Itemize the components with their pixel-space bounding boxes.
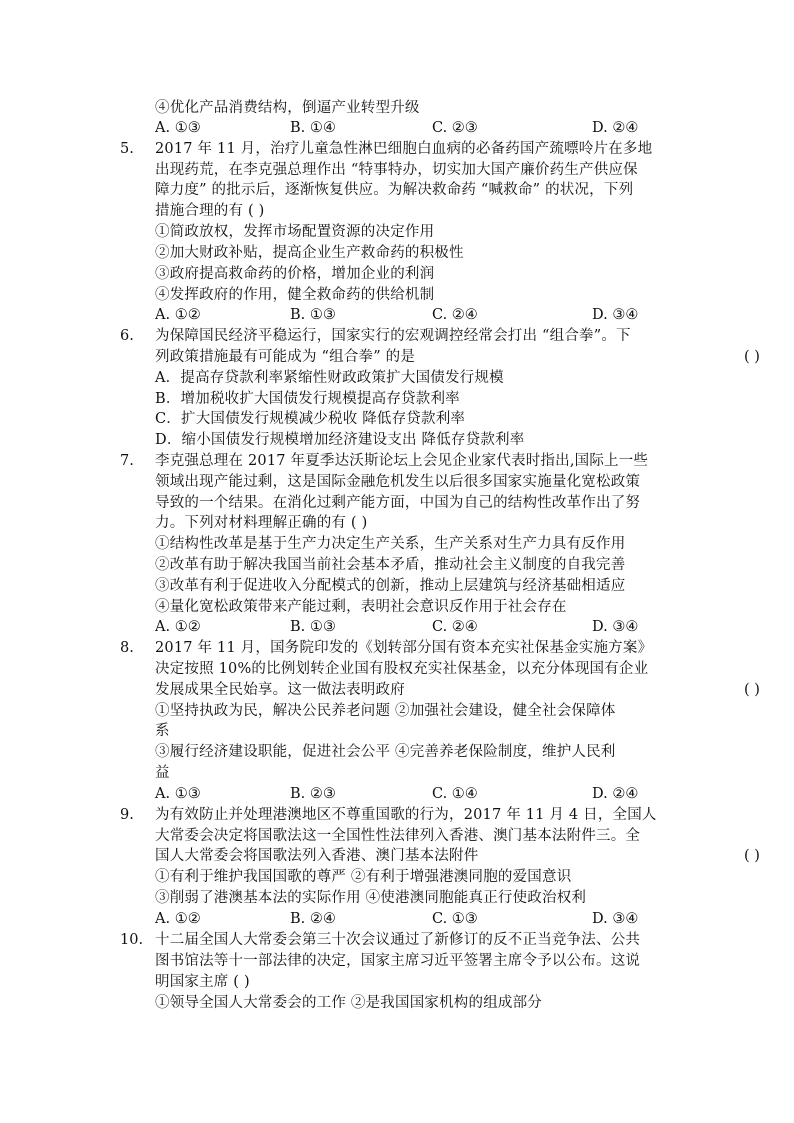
q7-stem-line: 领域出现产能过剩，这是国际金融危机发生以后很多国家实施量化宽松政策 — [155, 474, 641, 490]
q9-statement: ③削弱了港澳基本法的实际作用 ④使港澳同胞能真正行使政治权利 — [155, 890, 587, 906]
q8-stem-line: 发展成果全民始享。这一做法表明政府 — [155, 682, 405, 698]
q7-statement: ④量化宽松政策带来产能过剩，表明社会意识反作用于社会存在 — [155, 599, 567, 615]
q8-choice-d: D. ②④ — [592, 786, 639, 802]
q4-choice-d: D. ②④ — [592, 120, 639, 136]
q7-choice-b: B. ①③ — [290, 619, 336, 635]
q8-statement: 益 — [155, 765, 170, 781]
q4-choice-a: A. ①③ — [155, 120, 201, 136]
q5-statement: ②加大财政补贴，提高企业生产救命药的积极性 — [155, 245, 464, 261]
q9-number: 9. — [120, 807, 134, 823]
q5-stem-line: 出现药荒，在李克强总理作出 “特事特办，切实加大国产廉价药生产供应保 — [155, 162, 638, 178]
q9-choice-a: A. ①② — [155, 911, 201, 927]
q7-stem-line: 力。下列对材料理解正确的有 ( ) — [155, 515, 368, 531]
q6-choice-b: B．增加税收扩大国债发行规模提高存贷款利率 — [155, 391, 460, 407]
q10-number: 10. — [120, 932, 144, 948]
q9-choice-c: C. ①③ — [432, 911, 478, 927]
q7-stem-line: 李克强总理在 2017 年夏季达沃斯论坛上会见企业家代表时指出,国际上一些 — [155, 453, 649, 469]
q8-statement: 系 — [155, 723, 170, 739]
q10-statement: ①领导全国人大常委会的工作 ②是我国国家机构的组成部分 — [155, 995, 543, 1011]
q9-statement: ①有利于维护我国国歌的尊严 ②有利于增强港澳同胞的爱国意识 — [155, 869, 572, 885]
q9-stem-line: 为有效防止并处理港澳地区不尊重国歌的行为，2017 年 11 月 4 日，全国人 — [155, 807, 657, 823]
q5-statement: ④发挥政府的作用，健全救命药的供给机制 — [155, 287, 435, 303]
q5-stem-line: 障力度” 的批示后，逐渐恢复供应。为解决救命药 “喊救命” 的状况，下列 — [155, 182, 634, 198]
q5-stem-line: 措施合理的有 ( ) — [155, 203, 265, 219]
q8-choice-b: B. ②③ — [290, 786, 336, 802]
q5-stem-line: 2017 年 11 月，治疗儿童急性淋巴细胞白血病的必备药国产巯嘌呤片在多地 — [155, 141, 653, 157]
q6-stem-line: 列政策措施最有可能成为 “组合拳” 的是 — [155, 349, 416, 365]
q8-number: 8. — [120, 640, 134, 656]
q7-statement: ①结构性改革是基于生产力决定生产关系，生产关系对生产力具有反作用 — [155, 536, 626, 552]
q9-answer-bracket: ( ) — [744, 848, 760, 864]
q7-number: 7. — [120, 453, 134, 469]
q6-choice-d: D．缩小国债发行规模增加经济建设支出 降低存贷款利率 — [155, 432, 525, 448]
q9-choice-d: D. ③④ — [592, 911, 639, 927]
q9-stem-line: 大常委会决定将国歌法这一全国性性法律列入香港、澳门基本法附件三。全 — [155, 828, 641, 844]
q6-stem-line: 为保障国民经济平稳运行，国家实行的宏观调控经常会打出 “组合拳”。下 — [155, 328, 631, 344]
q4-choice-c: C. ②③ — [432, 120, 478, 136]
q8-stem-line: 2017 年 11 月，国务院印发的《划转部分国有资本充实社保基金实施方案》 — [155, 640, 653, 656]
q5-choice-d: D. ③④ — [592, 307, 639, 323]
q7-choice-a: A. ①② — [155, 619, 201, 635]
q5-number: 5. — [120, 141, 134, 157]
q7-statement: ②改革有助于解决我国当前社会基本矛盾，推动社会主义制度的自我完善 — [155, 557, 626, 573]
q7-choice-d: D. ③④ — [592, 619, 639, 635]
q4-option-4: ④优化产品消费结构，倒逼产业转型升级 — [155, 100, 420, 116]
q5-choice-c: C. ②④ — [432, 307, 478, 323]
q5-statement: ①简政放权，发挥市场配置资源的决定作用 — [155, 224, 435, 240]
q5-statement: ③政府提高救命药的价格，增加企业的利润 — [155, 266, 435, 282]
q7-choice-c: C. ②④ — [432, 619, 478, 635]
q8-choice-c: C. ①④ — [432, 786, 478, 802]
q10-stem-line: 明国家主席 ( ) — [155, 974, 250, 990]
q8-choice-a: A. ①③ — [155, 786, 201, 802]
q8-statement: ③履行经济建设职能，促进社会公平 ④完善养老保险制度，维护人民利 — [155, 744, 616, 760]
q6-choice-c: C．扩大国债发行规模减少税收 降低存贷款利率 — [155, 411, 466, 427]
q10-stem-line: 图书馆法等十一部法律的决定，国家主席习近平签署主席令予以公布。这说 — [155, 953, 641, 969]
q8-answer-bracket: ( ) — [744, 682, 760, 698]
q9-choice-b: B. ②④ — [290, 911, 336, 927]
q5-choice-b: B. ①③ — [290, 307, 336, 323]
q4-choice-b: B. ①④ — [290, 120, 336, 136]
q7-statement: ③改革有利于促进收入分配模式的创新，推动上层建筑与经济基础相适应 — [155, 578, 626, 594]
q9-stem-line: 国人大常委会将国歌法列入香港、澳门基本法附件 — [155, 848, 479, 864]
q8-statement: ①坚持执政为民，解决公民养老问题 ②加强社会建设，健全社会保障体 — [155, 703, 616, 719]
q10-stem-line: 十二届全国人大常委会第三十次会议通过了新修订的反不正当竞争法、公共 — [155, 932, 641, 948]
q6-choice-a: A．提高存贷款利率紧缩性财政政策扩大国债发行规模 — [155, 370, 504, 386]
q7-stem-line: 导致的一个结果。在消化过剩产能方面，中国为自己的结构性改革作出了努 — [155, 495, 641, 511]
q8-stem-line: 决定按照 10%的比例划转企业国有股权充实社保基金，以充分体现国有企业 — [155, 661, 649, 677]
q6-answer-bracket: ( ) — [744, 349, 760, 365]
q6-number: 6. — [120, 328, 134, 344]
q5-choice-a: A. ①② — [155, 307, 201, 323]
